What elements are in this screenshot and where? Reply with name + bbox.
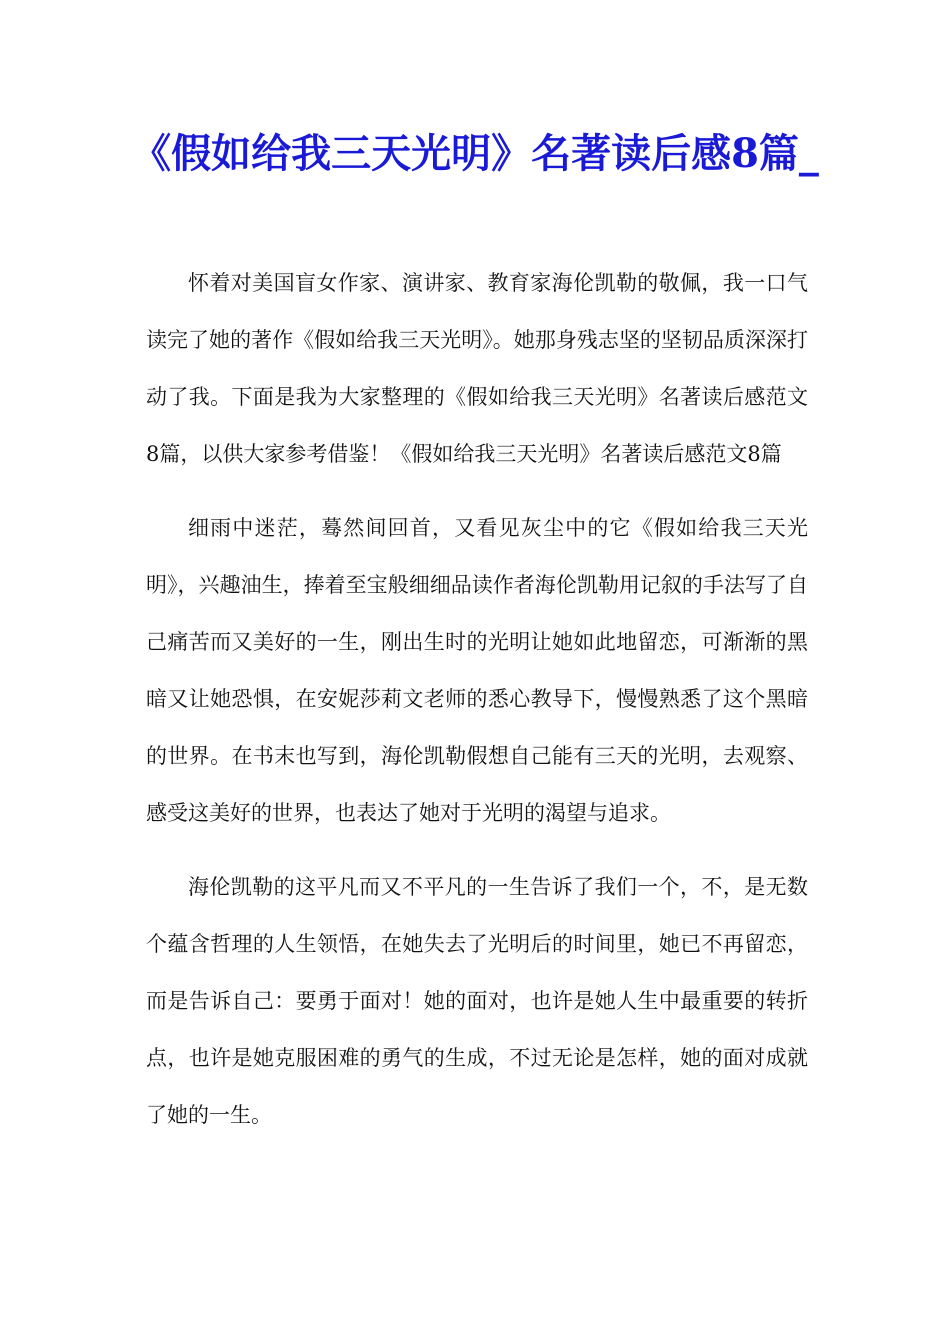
document-body [146,255,808,1161]
paragraph-intro: 怀着对美国盲女作家、演讲家、教育家海伦凯勒的敬佩，我一口气读完了她的著作《假如给我三天光明》。她那身残志坚的坚韧品质深深打动了我。下面是我为大家整理的《假如给我三天光明》名著读后感范文8篇，以供大家参考借鉴！《假如给我三天光明》名著读后感范文8篇 [146,271,808,466]
paragraph-reading: 细雨中迷茫，蓦然间回首，又看见灰尘中的它《假如给我三天光明》，兴趣油生，捧着至宝般细细品读作者海伦凯勒用记叙的手法写了自己痛苦而又美好的一生，刚出生时的光明让她如此地留恋，可渐渐的黑暗又让她恐惧，在安妮莎莉文老师的悉心教导下，慢慢熟悉了这个黑暗的世界。在书末也写到，海伦凯勒假想自己能有三天的光明，去观察、感受这美好的世界，也表达了她对于光明的渴望与追求。 [146,516,808,825]
document-title: 《假如给我三天光明》名著读后感8篇_ [131,130,819,177]
paragraph-reflection: 海伦凯勒的这平凡而又不平凡的一生告诉了我们一个，不，是无数个蕴含哲理的人生领悟，在她失去了光明后的时间里，她已不再留恋，而是告诉自己：要勇于面对！她的面对，也许是她人生中最重要的转折点，也许是她克服困难的勇气的生成，不过无论是怎样，她的面对成就了她的一生。 [146,875,808,1127]
